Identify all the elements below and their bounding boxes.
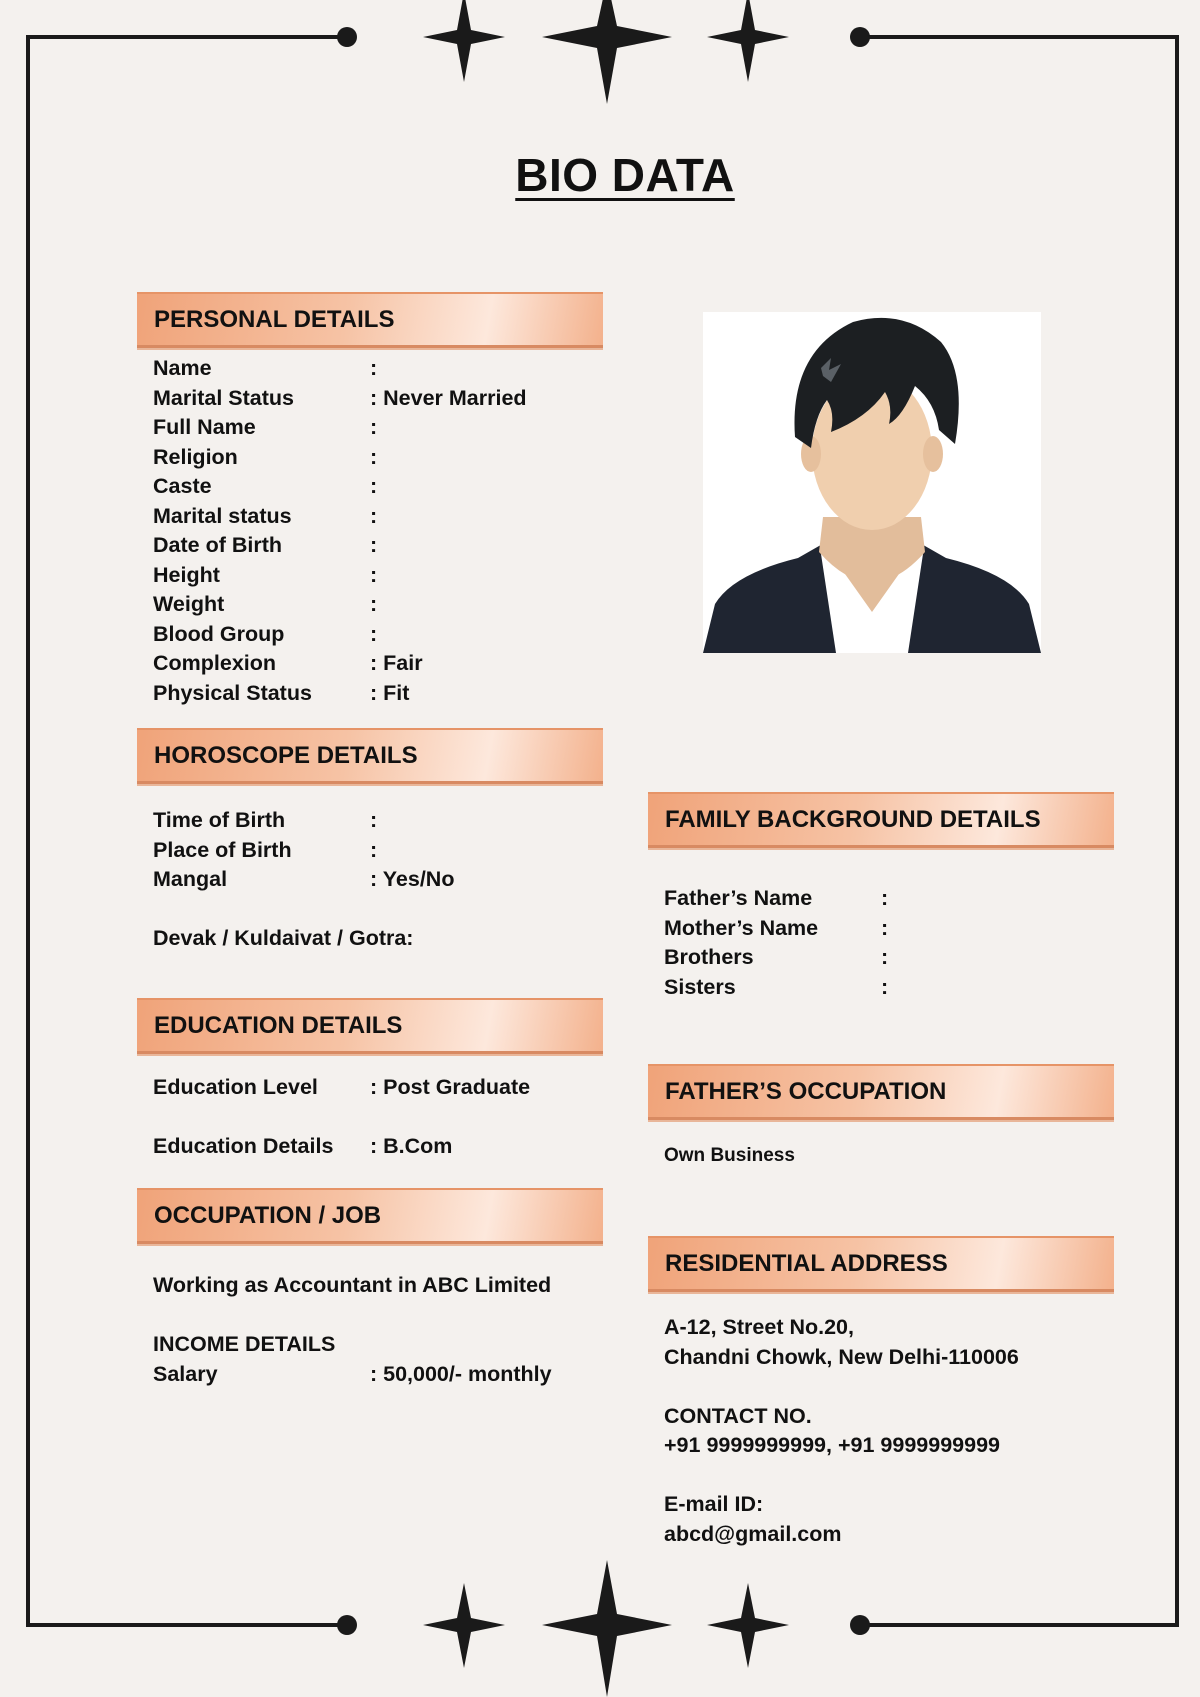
star-icon-top-center — [542, 0, 672, 104]
profile-photo — [703, 312, 1041, 653]
contact-numbers: +91 9999999999, +91 9999999999 — [664, 1433, 1000, 1457]
personal-details-list — [153, 354, 613, 708]
family-row-mother-name: Mother’s Name : — [664, 915, 889, 940]
star-icon-bottom-right — [707, 1583, 789, 1668]
occupation-header: OCCUPATION / JOB — [137, 1188, 603, 1244]
income-row-salary: Salary : 50,000/- monthly — [153, 1362, 552, 1386]
frame-dot-bottom-right — [850, 1615, 870, 1635]
personal-row-religion: Religion : — [153, 444, 378, 469]
education-details-header: EDUCATION DETAILS — [137, 998, 603, 1054]
address-line-1: A-12, Street No.20, — [664, 1315, 854, 1339]
horoscope-row-time-of-birth: Time of Birth : — [153, 808, 378, 832]
page-title: BIO DATA — [515, 149, 735, 201]
income-heading: INCOME DETAILS — [153, 1332, 336, 1356]
horoscope-row-place-of-birth: Place of Birth : — [153, 837, 378, 862]
family-background-list — [664, 884, 1124, 1002]
personal-row-complexion: Complexion : Fair — [153, 651, 423, 675]
person-avatar-icon — [703, 312, 1041, 653]
personal-row-marital-status: Marital Status : Never Married — [153, 385, 527, 410]
personal-row-caste: Caste : — [153, 474, 378, 498]
frame-dot-bottom-left — [337, 1615, 357, 1635]
frame-dot-top-right — [850, 27, 870, 47]
email-address: abcd@gmail.com — [664, 1522, 842, 1546]
income-list — [153, 1360, 613, 1390]
horoscope-details-header: HOROSCOPE DETAILS — [137, 728, 603, 784]
personal-details-header: PERSONAL DETAILS — [137, 292, 603, 348]
contact-heading: CONTACT NO. — [664, 1404, 812, 1428]
father-occupation-header: FATHER’S OCCUPATION — [648, 1064, 1114, 1120]
personal-row-full-name: Full Name : — [153, 415, 378, 439]
star-icon-bottom-center — [542, 1560, 672, 1697]
occupation-text: Working as Accountant in ABC Limited — [153, 1273, 552, 1297]
gotra-line: Devak / Kuldaivat / Gotra: — [153, 926, 414, 950]
personal-row-date-of-birth: Date of Birth : — [153, 533, 378, 557]
star-icon-top-left — [423, 0, 505, 82]
family-background-header: FAMILY BACKGROUND DETAILS — [648, 792, 1114, 848]
star-icon-top-right — [707, 0, 789, 82]
personal-row-weight: Weight : — [153, 592, 378, 616]
frame-dot-top-left — [337, 27, 357, 47]
family-row-brothers: Brothers : — [664, 945, 889, 969]
personal-row-blood-group: Blood Group : — [153, 621, 378, 646]
personal-row-physical-status: Physical Status : Fit — [153, 680, 410, 705]
father-occupation-text: Own Business — [664, 1145, 795, 1166]
residential-address-header: RESIDENTIAL ADDRESS — [648, 1236, 1114, 1292]
personal-row-marital-status-2: Marital status : — [153, 503, 378, 528]
personal-row-name: Name : — [153, 356, 378, 380]
horoscope-row-mangal: Mangal : Yes/No — [153, 867, 455, 891]
family-row-sisters: Sisters : — [664, 974, 889, 999]
family-row-father-name: Father’s Name : — [664, 886, 889, 910]
star-icon-bottom-left — [423, 1583, 505, 1668]
horoscope-details-list — [153, 806, 613, 895]
education-row-level: Education Level : Post Graduate — [153, 1075, 531, 1099]
education-details-list — [153, 1073, 613, 1162]
address-line-2: Chandni Chowk, New Delhi-110006 — [664, 1345, 1019, 1369]
education-row-details: Education Details : B.Com — [153, 1134, 453, 1158]
personal-row-height: Height : — [153, 562, 378, 587]
email-heading: E-mail ID: — [664, 1492, 764, 1516]
